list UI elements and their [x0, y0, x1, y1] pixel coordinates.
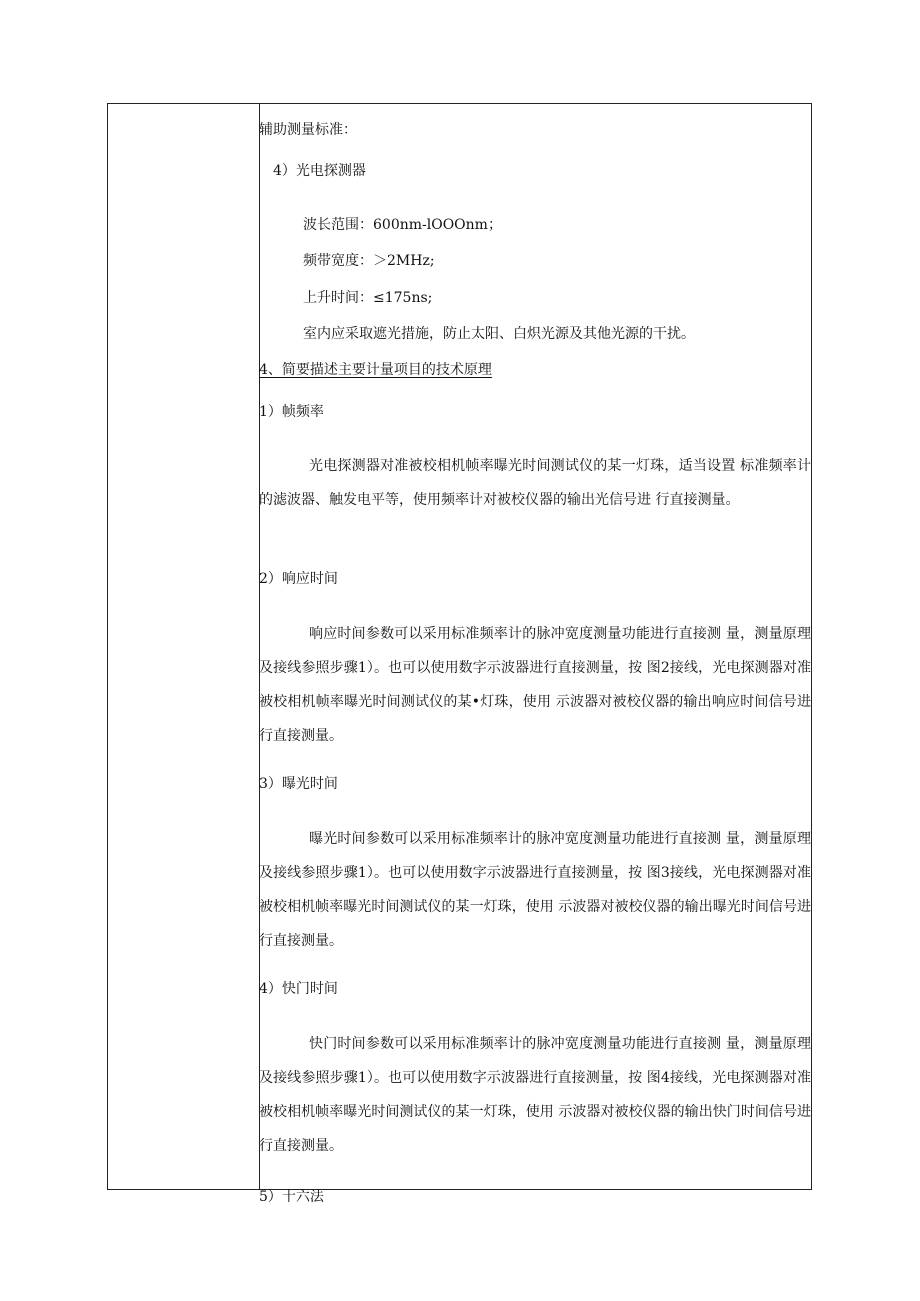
item-body-exposure-time: 曝光时间参数可以采用标准频率计的脉冲宽度测量功能进行直接测 量，测量原理及接线参照步骤1）。也可以使用数字示波器进行直接测量，按 图3接线，光电探测器对准被校相机帧率曝光时间测试仪的某一灯珠，使用 示波器对被校仪器的输出曝光时间信号进行直接测量。	[259, 831, 811, 949]
spec-rise-time: 上升时间：≤175ns;	[303, 290, 433, 306]
item-title-response-time: 2）响应时间	[259, 571, 338, 587]
item-title-frame-rate: 1）帧频率	[259, 404, 324, 420]
auxiliary-standard-label: 辅助测量标准：	[259, 122, 357, 138]
cut-off-next-item-title: 5）十六法	[259, 1189, 324, 1205]
item-body-shutter-time: 快门时间参数可以采用标准频率计的脉冲宽度测量功能进行直接测 量，测量原理及接线参照步骤1）。也可以使用数字示波器进行直接测量，按 图4接线，光电探测器对准被校相机帧率曝光时间测试仪的某一灯珠，使用 示波器对被校仪器的输出快门时间信号进行直接测量。	[259, 1036, 811, 1154]
photodetector-item-title: 4）光电探测器	[273, 163, 366, 179]
item-body-response-time: 响应时间参数可以采用标准频率计的脉冲宽度测量功能进行直接测 量，测量原理及接线参照步骤1）。也可以使用数字示波器进行直接测量，按 图2接线，光电探测器对准被校相机帧率曝光时间测试仪的某•灯珠，使用 示波器对被校仪器的输出响应时间信号进行直接测量。	[259, 626, 811, 744]
item-title-shutter-time: 4）快门时间	[259, 981, 338, 997]
principle-section-heading: 4、简要描述主要计量项目的技术原理	[259, 362, 492, 378]
spec-wavelength-range: 波长范围：600nm-lOOOnm；	[303, 217, 502, 233]
item-body-frame-rate: 光电探测器对准被校相机帧率曝光时间测试仪的某一灯珠，适当设置 标准频率计的滤波器、触发电平等，使用频率计对被校仪器的输出光信号进 行直接测量。	[259, 458, 811, 508]
spec-bandwidth: 频带宽度：＞2MHz;	[303, 253, 435, 269]
shading-note: 室内应采取遮光措施，防止太阳、白炽光源及其他光源的干扰。	[303, 326, 695, 342]
item-title-exposure-time: 3）曝光时间	[259, 776, 338, 792]
